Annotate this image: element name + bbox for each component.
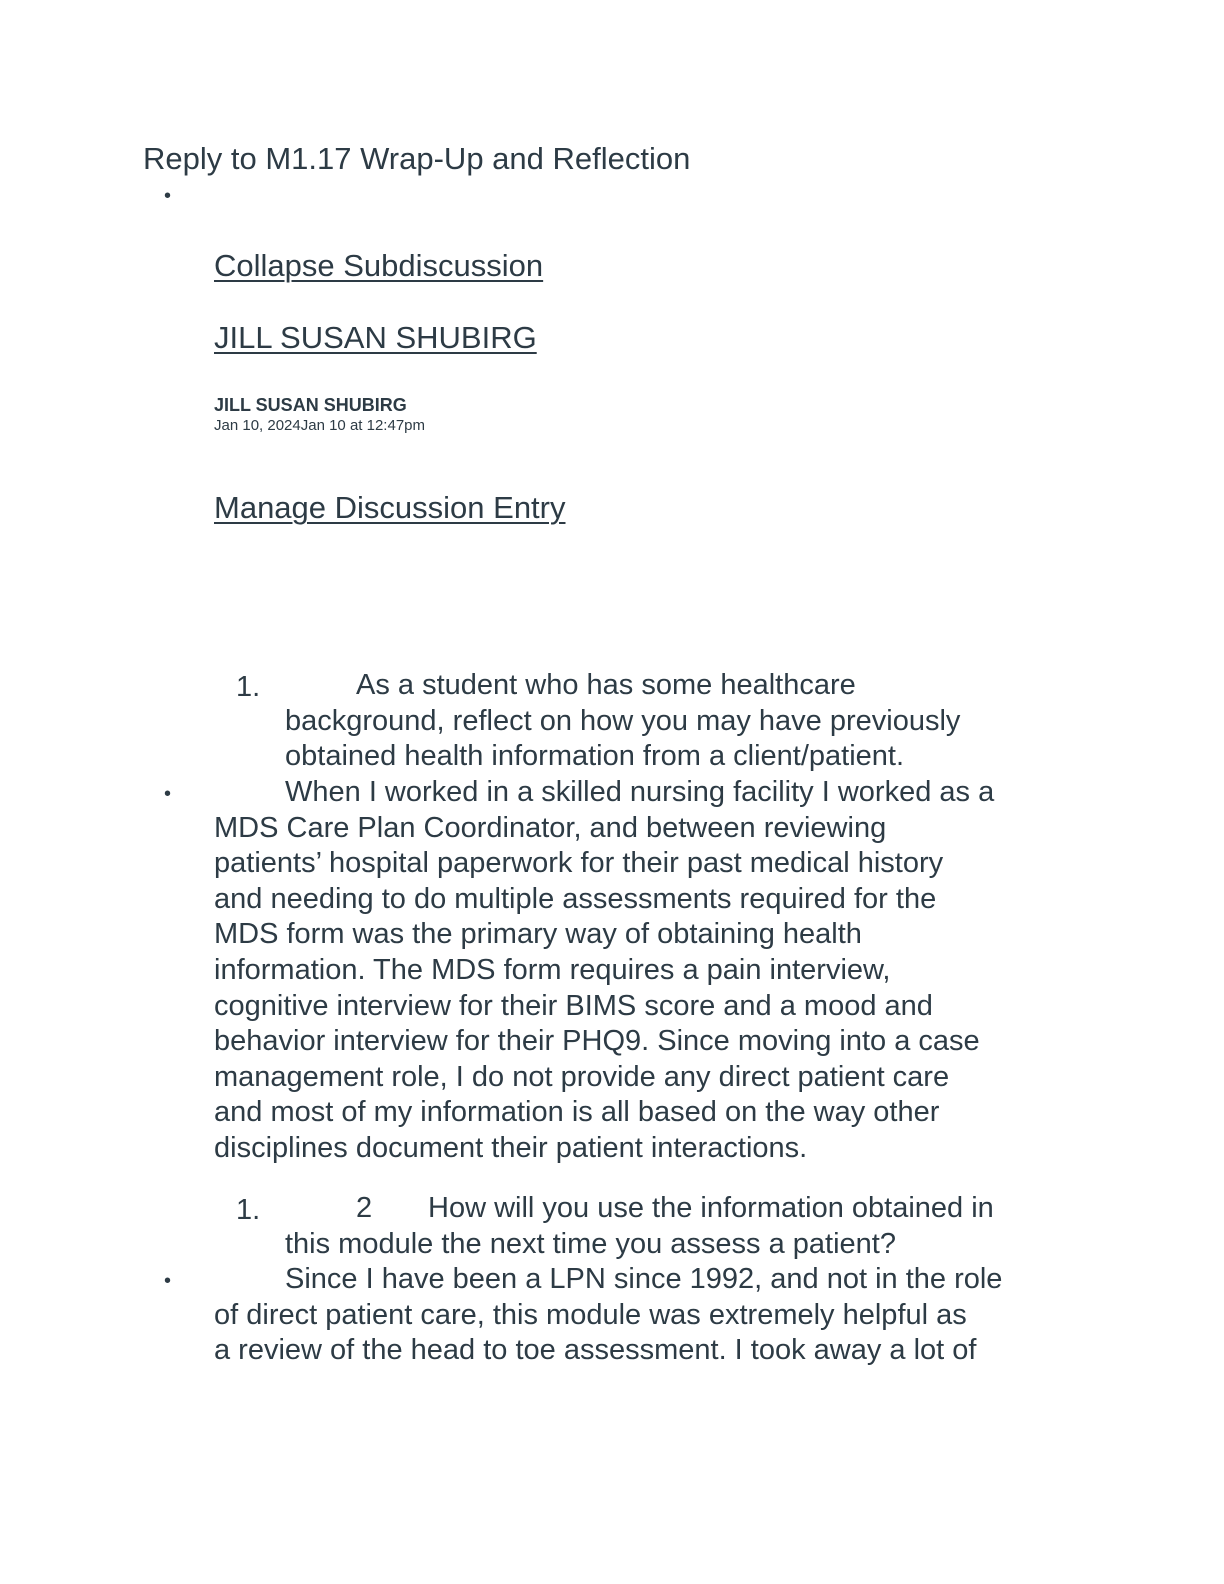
answer-line: behavior interview for their PHQ9. Since moving into a case bbox=[214, 1025, 980, 1058]
post-timestamp: Jan 10, 2024Jan 10 at 12:47pm bbox=[214, 417, 425, 434]
collapse-subdiscussion-link[interactable]: Collapse Subdiscussion bbox=[214, 248, 544, 283]
list-bullet: • bbox=[164, 1270, 172, 1292]
answer-line: information. The MDS form requires a pain interview, bbox=[214, 953, 891, 986]
question-sub-number: 2 bbox=[356, 1192, 373, 1224]
answer-line: and most of my information is all based on the way other bbox=[214, 1096, 940, 1129]
question-line: background, reflect on how you may have previously bbox=[285, 704, 961, 737]
answer-line: MDS form was the primary way of obtaining health bbox=[214, 918, 862, 951]
answer-text bbox=[214, 1262, 1002, 1369]
author-profile-link[interactable]: JILL SUSAN SHUBIRG bbox=[214, 320, 537, 355]
answer-line: a review of the head to toe assessment. I took away a lot of bbox=[214, 1334, 977, 1367]
list-bullet: • bbox=[164, 783, 172, 805]
answer-line: cognitive interview for their BIMS score and a mood and bbox=[214, 989, 933, 1022]
answer-line: disciplines document their patient interactions. bbox=[214, 1131, 808, 1164]
answer-line: and needing to do multiple assessments required for the bbox=[214, 882, 937, 915]
answer-line: patients’ hospital paperwork for their past medical history bbox=[214, 847, 944, 880]
question-line: As a student who has some healthcare bbox=[356, 669, 856, 701]
answer-text bbox=[214, 775, 994, 1167]
question-text bbox=[285, 668, 960, 775]
answer-line: Since I have been a LPN since 1992, and not in the role bbox=[285, 1263, 1003, 1295]
question-line: obtained health information from a client/patient. bbox=[285, 740, 905, 773]
question-line: How will you use the information obtained in bbox=[428, 1192, 994, 1224]
author-name: JILL SUSAN SHUBIRG bbox=[214, 395, 407, 415]
question-text bbox=[285, 1191, 994, 1262]
answer-line: management role, I do not provide any direct patient care bbox=[214, 1060, 950, 1093]
answer-line: of direct patient care, this module was extremely helpful as bbox=[214, 1298, 967, 1331]
list-bullet: • bbox=[164, 185, 172, 207]
question-line: this module the next time you assess a patient? bbox=[285, 1227, 896, 1260]
answer-line: MDS Care Plan Coordinator, and between reviewing bbox=[214, 811, 887, 844]
question-number: 1. bbox=[236, 1194, 261, 1226]
manage-discussion-entry-link[interactable]: Manage Discussion Entry bbox=[214, 490, 566, 525]
page-title: Reply to M1.17 Wrap-Up and Reflection bbox=[143, 141, 691, 176]
question-number: 1. bbox=[236, 671, 261, 703]
answer-line: When I worked in a skilled nursing facility I worked as a bbox=[285, 776, 995, 808]
